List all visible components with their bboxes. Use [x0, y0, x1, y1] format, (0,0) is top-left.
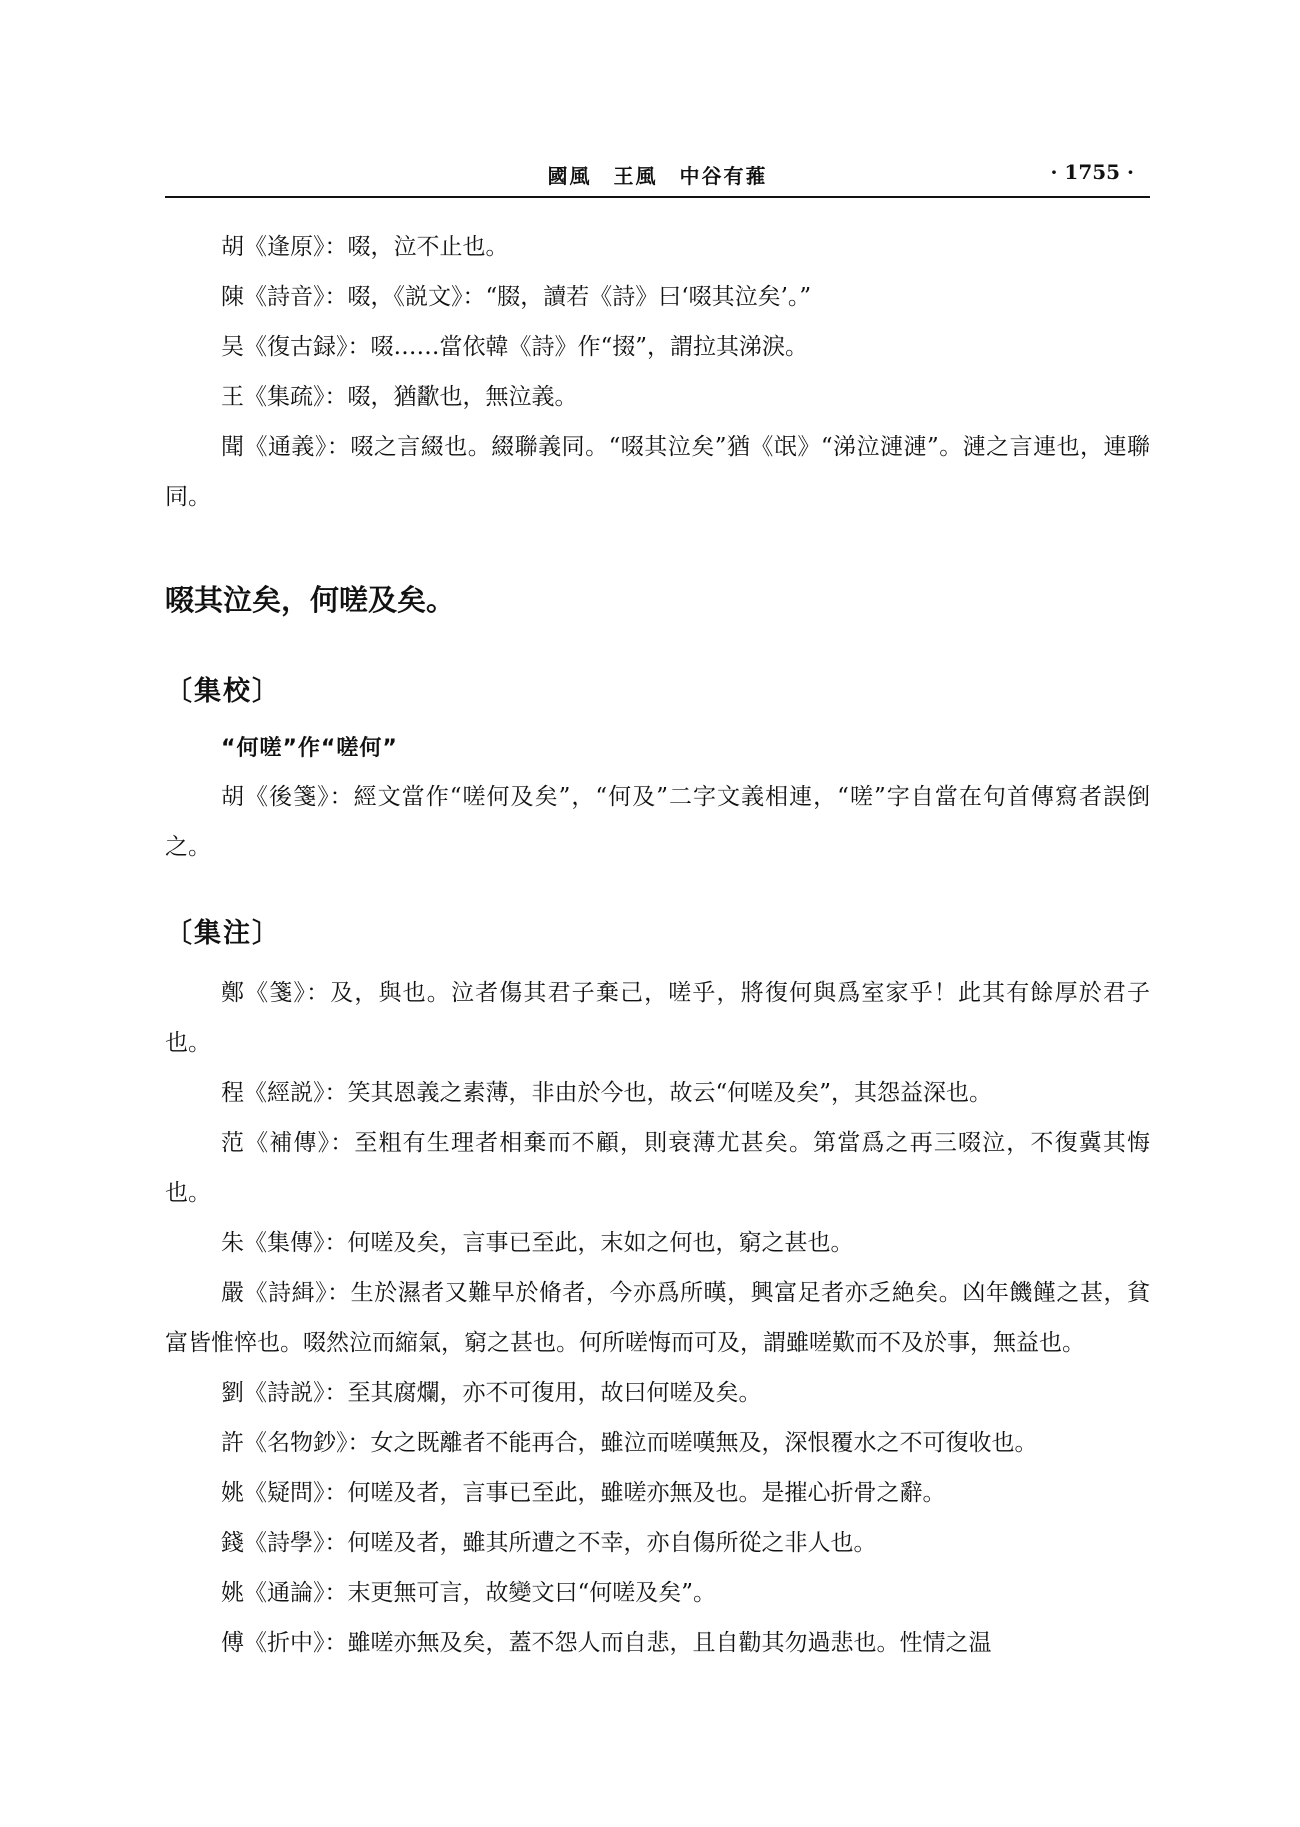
- annotation-paragraph: 朱《集傳》：何嗟及矣，言事已至此，末如之何也，窮之甚也。: [221, 1230, 854, 1256]
- annotation-paragraph: 許《名物鈔》：女之既離者不能再合，雖泣而嗟嘆無及，深恨覆水之不可復收也。: [221, 1430, 1038, 1456]
- commentary-paragraph: 胡《逢原》：啜，泣不止也。: [221, 234, 509, 260]
- section-heading-jiaojiao: 〔集校〕: [165, 676, 281, 707]
- collation-paragraph: 胡《後箋》：經文當作“嗟何及矣”，“何及”二字文義相連，“嗟”字自當在句首傳寫者誤倒之。: [165, 784, 1150, 860]
- annotation-paragraph: 劉《詩説》：至其腐爛，亦不可復用，故曰何嗟及矣。: [221, 1380, 762, 1406]
- annotation-paragraph: 姚《疑問》：何嗟及者，言事已至此，雖嗟亦無及也。是摧心折骨之辭。: [221, 1480, 946, 1506]
- commentary-paragraph: 陳《詩音》：啜，《説文》：“腏，讀若《詩》曰‘啜其泣矣’。”: [221, 284, 812, 310]
- section-heading-jizhu: 〔集注〕: [165, 918, 281, 949]
- annotation-paragraph: 程《經説》：笑其恩義之素薄，非由於今也，故云“何嗟及矣”，其怨益深也。: [221, 1080, 993, 1106]
- page-body: [165, 222, 1150, 1668]
- commentary-paragraph: 吴《復古録》：啜……當依韓《詩》作“掇”，謂拉其涕淚。: [221, 334, 809, 360]
- page-number: · 1755 ·: [1050, 160, 1134, 184]
- annotation-paragraph: 傅《折中》：雖嗟亦無及矣，蓋不怨人而自悲，且自勸其勿過悲也。性情之温: [221, 1630, 992, 1656]
- annotation-paragraph: 姚《通論》：末更無可言，故變文曰“何嗟及矣”。: [221, 1580, 717, 1606]
- annotation-paragraph: 錢《詩學》：何嗟及者，雖其所遭之不幸，亦自傷所從之非人也。: [221, 1530, 877, 1556]
- commentary-paragraph: 聞《通義》：啜之言綴也。綴聯義同。“啜其泣矣”猶《氓》“涕泣漣漣”。漣之言連也，連聯同。: [165, 434, 1150, 510]
- running-header: [165, 152, 1150, 198]
- verse-line: 啜其泣矣，何嗟及矣。: [165, 583, 456, 617]
- variant-heading: “何嗟”作“嗟何”: [221, 736, 398, 761]
- annotation-paragraph: 鄭《箋》：及，與也。泣者傷其君子棄己，嗟乎，將復何與爲室家乎！此其有餘厚於君子也。: [165, 980, 1150, 1056]
- annotation-paragraph: 嚴《詩緝》：生於濕者又難早於脩者，今亦爲所暵，興富足者亦乏絶矣。凶年饑饉之甚，貧富皆惟悴也。啜然泣而縮氣，窮之甚也。何所嗟悔而可及，謂雖嗟歎而不及於事，無益也。: [165, 1280, 1150, 1356]
- running-title: 國風 王風 中谷有蓷: [547, 164, 768, 188]
- commentary-paragraph: 王《集疏》：啜，猶歠也，無泣義。: [221, 384, 578, 410]
- annotation-paragraph: 范《補傳》：至粗有生理者相棄而不顧，則衰薄尤甚矣。第當爲之再三啜泣，不復冀其悔也。: [165, 1130, 1150, 1206]
